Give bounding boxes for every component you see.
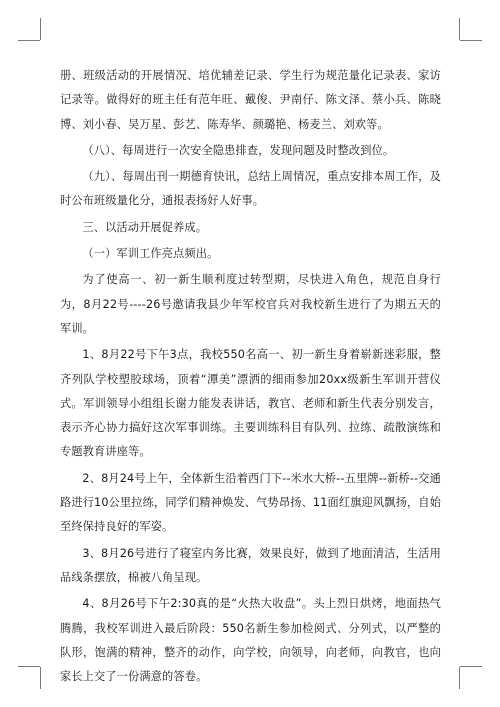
paragraph-item-9-moral-news: （九）、每周出刊一期德育快讯，总结上周情况，重点安排本周工作，及时公布班级量化分，通报表扬好人好事。 <box>60 170 441 208</box>
document-body <box>60 64 441 691</box>
paragraph-training-item-4: 4、8月26号下午2:30真的是“火热大收盘”。头上烈日烘烤，地面热气腾腾，我校军训进入最后阶段：550名新生参加检阅式、分列式，以严整的队形，饱满的精神，整齐的动作，向学校，向领导，向老师，向教官，也向家长上交了一份满意的答卷。 <box>60 597 441 684</box>
paragraph-class-records: 册、班级活动的开展情况、培优辅差记录、学生行为规范量化记录表、家访记录等。做得好的班主任有范年旺、戴俊、尹南仔、陈文泽、蔡小兵、陈晓博、刘小春、吴万星、彭艺、陈寿华、颜璐艳、杨麦兰、刘欢等。 <box>60 69 441 131</box>
paragraph-training-item-2: 2、8月24号上午，全体新生沿着西门下--米水大桥--五里牌--新桥--交通路进行10公里拉练，同学们精神焕发、气势昂扬、11面红旗迎风飘扬，自始至终保持良好的军姿。 <box>60 471 441 534</box>
paragraph-training-item-1: 1、8月22号下午3点，我校550名高一、初一新生身着崭新迷彩服，整齐列队学校塑胶球场，顶着“潭美”漂洒的细雨参加20xx级新生军训开营仪式。军训领导小组组长谢力能发表讲话，教官、老师和新生代表分别发言，表示齐心协力搞好这次军事训练。主要训练科目有队列、拉练、疏散演练和专题教育讲座等。 <box>60 348 441 459</box>
crop-mark-top-left-horizontal <box>18 40 40 41</box>
crop-mark-bottom-left-horizontal <box>18 666 40 667</box>
subheading-military-training: （一）军训工作亮点频出。 <box>82 247 219 261</box>
crop-mark-top-right-vertical <box>459 18 460 40</box>
section-heading-activities: 三、以活动开展促养成。 <box>82 220 208 234</box>
paragraph-training-intro: 为了使高一、初一新生顺利度过转型期，尽快进入角色，规范自身行为，8月22号----26号邀请我县少年军校官兵对我校新生进行了为期五天的军训。 <box>60 273 441 335</box>
crop-mark-top-left-vertical <box>40 18 41 40</box>
crop-mark-bottom-right-horizontal <box>460 666 482 667</box>
paragraph-item-8-safety-check: （八）、每周进行一次安全隐患排查，发现问题及时整改到位。 <box>82 143 395 157</box>
crop-mark-top-right-horizontal <box>460 40 482 41</box>
crop-mark-bottom-right-vertical <box>459 667 460 689</box>
paragraph-training-item-3: 3、8月26号进行了寝室内务比赛，效果良好，做到了地面清洁，生活用品线条摆放，棉被八角呈现。 <box>60 546 441 584</box>
crop-mark-bottom-left-vertical <box>40 667 41 689</box>
